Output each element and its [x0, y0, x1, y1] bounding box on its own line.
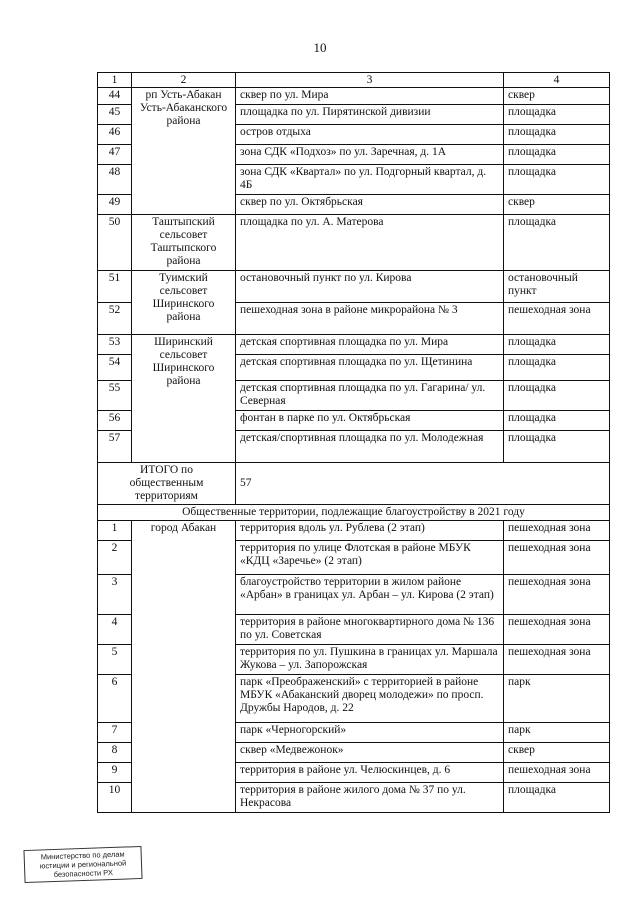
- territory-name: территория по улице Флотская в районе МБУК «КДЦ «Заречье» (2 этап): [236, 541, 504, 575]
- header-cell-2: 2: [132, 73, 236, 88]
- territory-name: детская спортивная площадка по ул. Гагарина/ ул. Северная: [236, 381, 504, 411]
- territory-type: парк: [504, 723, 610, 743]
- territory-type: площадка: [504, 783, 610, 813]
- row-number: 44: [98, 88, 132, 105]
- table-row: [98, 215, 610, 271]
- territory-name: пешеходная зона в районе микрорайона № 3: [236, 303, 504, 335]
- row-number: 54: [98, 355, 132, 381]
- row-number: 56: [98, 411, 132, 431]
- row-number: 47: [98, 145, 132, 165]
- row-number: 5: [98, 645, 132, 675]
- row-number: 6: [98, 675, 132, 723]
- territory-name: зона СДК «Квартал» по ул. Подгорный квартал, д. 4Б: [236, 165, 504, 195]
- territory-name: площадка по ул. А. Матерова: [236, 215, 504, 271]
- territory-type: площадка: [504, 431, 610, 463]
- total-label: ИТОГО по общественным территориям: [98, 463, 236, 505]
- territory-type: сквер: [504, 88, 610, 105]
- territory-name: территория по ул. Пушкина в границах ул. Маршала Жукова – ул. Запорожская: [236, 645, 504, 675]
- territory-type: пешеходная зона: [504, 645, 610, 675]
- header-row: [98, 73, 610, 88]
- total-value: 57: [236, 463, 610, 505]
- territory-type: пешеходная зона: [504, 575, 610, 615]
- territory-name: детская спортивная площадка по ул. Мира: [236, 335, 504, 355]
- table-row: [98, 88, 610, 105]
- territory-type: пешеходная зона: [504, 303, 610, 335]
- territory-name: фонтан в парке по ул. Октябрьская: [236, 411, 504, 431]
- location-cell: Туимский сельсовет Ширинского района: [132, 271, 236, 335]
- territory-name: благоустройство территории в жилом районе «Арбан» в границах ул. Арбан – ул. Кирова (2 этап): [236, 575, 504, 615]
- row-number: 4: [98, 615, 132, 645]
- table-row: [98, 335, 610, 355]
- territory-type: пешеходная зона: [504, 521, 610, 541]
- row-number: 53: [98, 335, 132, 355]
- location-cell: город Абакан: [132, 521, 236, 813]
- page-number: 10: [313, 40, 327, 55]
- territory-name: детская/спортивная площадка по ул. Молодежная: [236, 431, 504, 463]
- territory-type: площадка: [504, 381, 610, 411]
- territory-type: площадка: [504, 145, 610, 165]
- row-number: 57: [98, 431, 132, 463]
- territory-name: территория в районе ул. Челюскинцев, д. 6: [236, 763, 504, 783]
- row-number: 52: [98, 303, 132, 335]
- territory-name: сквер по ул. Октябрьская: [236, 195, 504, 215]
- territory-type: пешеходная зона: [504, 615, 610, 645]
- row-number: 55: [98, 381, 132, 411]
- table-row: [98, 521, 610, 541]
- section-header-row: [98, 505, 610, 521]
- location-cell: Ширинский сельсовет Ширинского района: [132, 335, 236, 463]
- row-number: 2: [98, 541, 132, 575]
- row-number: 46: [98, 125, 132, 145]
- location-cell: рп Усть-Абакан Усть-Абаканского района: [132, 88, 236, 215]
- table-row: [98, 271, 610, 303]
- territory-type: пешеходная зона: [504, 541, 610, 575]
- territories-table: [97, 72, 610, 813]
- territory-type: остановочный пункт: [504, 271, 610, 303]
- row-number: 49: [98, 195, 132, 215]
- territory-name: сквер «Медвежонок»: [236, 743, 504, 763]
- territory-type: площадка: [504, 335, 610, 355]
- header-cell-3: 3: [236, 73, 504, 88]
- territory-name: территория в районе многоквартирного дома № 136 по ул. Советская: [236, 615, 504, 645]
- row-number: 48: [98, 165, 132, 195]
- territory-type: площадка: [504, 125, 610, 145]
- row-number: 8: [98, 743, 132, 763]
- row-number: 1: [98, 521, 132, 541]
- header-cell-1: 1: [98, 73, 132, 88]
- territory-type: площадка: [504, 165, 610, 195]
- territory-name: парк «Преображенский» с территорией в районе МБУК «Абаканский дворец молодежи» по просп. Дружбы Народов, д. 22: [236, 675, 504, 723]
- territory-name: площадка по ул. Пирятинской дивизии: [236, 105, 504, 125]
- territory-type: площадка: [504, 105, 610, 125]
- territory-name: территория вдоль ул. Рублева (2 этап): [236, 521, 504, 541]
- territory-name: сквер по ул. Мира: [236, 88, 504, 105]
- row-number: 7: [98, 723, 132, 743]
- territory-type: сквер: [504, 743, 610, 763]
- territory-name: остановочный пункт по ул. Кирова: [236, 271, 504, 303]
- total-row: [98, 463, 610, 505]
- territory-type: сквер: [504, 195, 610, 215]
- ministry-stamp: Министерство по делам юстиции и региональной безопасности РХ: [23, 846, 142, 883]
- row-number: 3: [98, 575, 132, 615]
- territory-name: остров отдыха: [236, 125, 504, 145]
- row-number: 45: [98, 105, 132, 125]
- row-number: 51: [98, 271, 132, 303]
- row-number: 50: [98, 215, 132, 271]
- location-cell: Таштыпский сельсовет Таштыпского района: [132, 215, 236, 271]
- territory-type: площадка: [504, 355, 610, 381]
- row-number: 9: [98, 763, 132, 783]
- territory-type: пешеходная зона: [504, 763, 610, 783]
- territory-name: зона СДК «Подхоз» по ул. Заречная, д. 1А: [236, 145, 504, 165]
- territory-name: парк «Черногорский»: [236, 723, 504, 743]
- row-number: 10: [98, 783, 132, 813]
- territory-type: площадка: [504, 215, 610, 271]
- header-cell-4: 4: [504, 73, 610, 88]
- territory-name: детская спортивная площадка по ул. Щетинина: [236, 355, 504, 381]
- section-title: Общественные территории, подлежащие благоустройству в 2021 году: [98, 505, 610, 521]
- territory-name: территория в районе жилого дома № 37 по ул. Некрасова: [236, 783, 504, 813]
- territory-type: парк: [504, 675, 610, 723]
- territory-type: площадка: [504, 411, 610, 431]
